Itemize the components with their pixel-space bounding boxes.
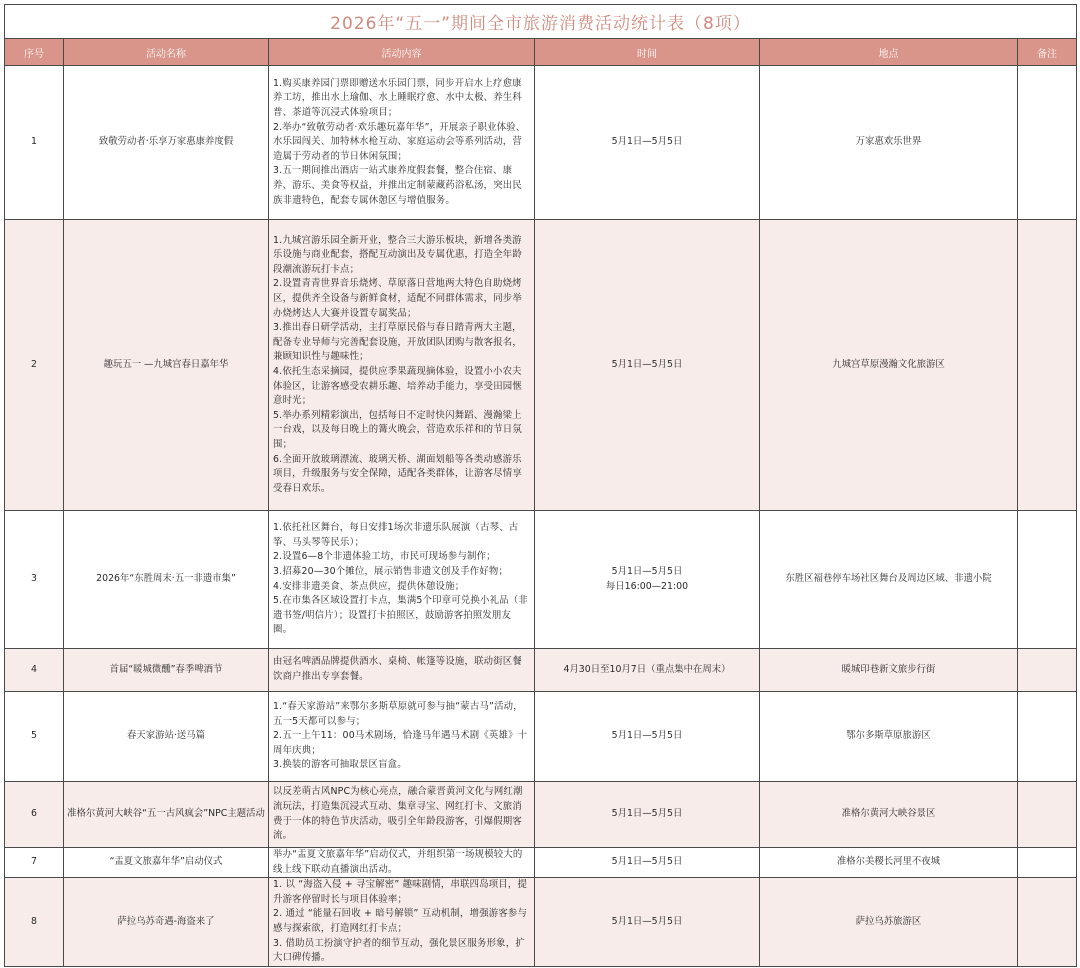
content-line: 2.举办“致敬劳动者·欢乐趣玩嘉年华”，开展亲子职业体验、水乐园闯关、加特林水枪互动、家庭运动会等系列活动，营造属于劳动者的节日休闲氛围； [273, 121, 526, 162]
content-line: 举办“盂夏文旅嘉年华”启动仪式，并组织第一场规模较大的线上线下联动直播演出活动。 [273, 849, 523, 875]
time-line: 5月1日—5月5日 [611, 915, 683, 927]
header-time: 时间 [535, 39, 760, 66]
content-line: 由冠名啤酒品牌提供酒水、桌椅、帐篷等设施，联动街区餐饮商户推出专享套餐。 [273, 656, 522, 682]
cell-remarks [1018, 649, 1077, 692]
cell-name: “盂夏文旅嘉年华”启动仪式 [64, 848, 269, 878]
cell-location: 暖城印巷新文旅步行街 [760, 649, 1018, 692]
table-row [5, 511, 1077, 649]
cell-content [269, 220, 535, 511]
cell-time [535, 692, 760, 782]
header-name: 活动名称 [64, 39, 269, 66]
cell-content [269, 511, 535, 649]
cell-time [535, 878, 760, 967]
cell-time [535, 66, 760, 220]
cell-content [269, 649, 535, 692]
header-content: 活动内容 [269, 39, 535, 66]
time-line: 5月1日—5月5日 [611, 730, 683, 742]
cell-index: 8 [5, 878, 64, 967]
cell-location: 萨拉乌苏旅游区 [760, 878, 1018, 967]
cell-location: 鄂尔多斯草原旅游区 [760, 692, 1018, 782]
table-row [5, 649, 1077, 692]
cell-content [269, 848, 535, 878]
time-line: 5月1日—5月5日 [611, 808, 683, 820]
time-line: 5月1日—5月5日 [611, 358, 683, 370]
table-row [5, 692, 1077, 782]
content-line: 5.举办系列精彩演出，包括每日不定时快闪舞蹈、漫瀚梁上一台戏，以及每日晚上的篝火晚会，营造欢乐祥和的节日氛围； [273, 409, 522, 450]
time-line: 5月1日—5月5日 [611, 856, 683, 868]
header-row [5, 39, 1077, 66]
cell-content [269, 782, 535, 848]
content-line: 5.在市集各区域设置打卡点，集满5个印章可兑换小礼品（非遗书签/明信片）；设置打卡拍照区，鼓励游客拍照发朋友圈。 [273, 595, 528, 636]
cell-remarks [1018, 692, 1077, 782]
content-line: 2.五一上午11：00马术剧场，恰逢马年遇马术剧《英雄》十周年庆典； [273, 730, 528, 756]
cell-index: 5 [5, 692, 64, 782]
table-row [5, 220, 1077, 511]
content-line: 3.推出春日研学活动，主打草原民俗与春日踏青两大主题，配备专业导师与完善配套设施，开放团队团购与散客报名，兼顾知识性与趣味性； [273, 322, 522, 363]
header-location: 地点 [760, 39, 1018, 66]
cell-location: 东胜区福巷停车场社区舞台及周边区域、非遗小院 [760, 511, 1018, 649]
time-line: 4月30日至10月7日（重点集中在周末） [563, 663, 731, 675]
activity-table-sheet [4, 4, 1076, 967]
content-line: 1.“春天家游站”来鄂尔多斯草原就可参与抽“蒙古马”活动，五一5天都可以参与； [273, 701, 523, 727]
header-remarks: 备注 [1018, 39, 1077, 66]
cell-index: 4 [5, 649, 64, 692]
cell-time [535, 649, 760, 692]
content-line: 3. 借助员工扮演守护者的细节互动，强化景区服务形象，扩大口碑传播。 [273, 937, 525, 964]
cell-index: 6 [5, 782, 64, 848]
cell-remarks [1018, 66, 1077, 220]
content-line: 2. 通过 “能量石回收 + 暗号解锁” 互动机制，增强游客参与感与探索欲，打造网红打卡点； [273, 908, 528, 934]
cell-time [535, 782, 760, 848]
content-line: 3.换装的游客可抽取景区盲盒。 [273, 759, 407, 771]
content-line: 1. 以 “海盗入侵 + 寻宝解密” 趣味剧情，串联四岛项目，提升游客停留时长与项目体验率； [273, 879, 528, 905]
cell-remarks [1018, 782, 1077, 848]
content-line: 6.全面开放玻璃漂流、玻璃天桥、湖面划船等各类动感游乐项目，升级服务与安全保障，适配各类群体，让游客尽情享受春日欢乐。 [273, 453, 522, 494]
content-line: 1.购买康养园门票即赠送水乐园门票，同步开启水上疗愈康养工坊，推出水上瑜伽、水上睡眠疗愈、水中太极、养生科普、茶道等沉浸式体验项目； [273, 77, 522, 119]
cell-remarks [1018, 220, 1077, 511]
cell-location: 万家惠欢乐世界 [760, 66, 1018, 220]
content-line: 3.五一期间推出酒店一站式康养度假套餐，整合住宿、康养、游乐、美食等权益，并推出定制蒙藏药浴私汤，突出民族非遗特色，配套专属休憩区与增值服务。 [273, 165, 522, 206]
cell-remarks [1018, 511, 1077, 649]
cell-name: 准格尔黄河大峡谷“五一古风疯会”NPC主题活动 [64, 782, 269, 848]
time-line: 每日16:00—21:00 [605, 580, 689, 592]
table-row [5, 878, 1077, 967]
cell-location: 准格尔黄河大峡谷景区 [760, 782, 1018, 848]
cell-name: 致敬劳动者·乐享万家惠康养度假 [64, 66, 269, 220]
cell-time [535, 220, 760, 511]
cell-index: 2 [5, 220, 64, 511]
content-line: 以反差萌古风NPC为核心亮点，融合蒙晋黄河文化与网红潮流玩法，打造集沉浸式互动、集章寻宝、网红打卡、文旅消费于一体的特色节庆活动，吸引全年龄段游客，引爆假期客流。 [273, 786, 523, 842]
table-title: 2026年“五一”期间全市旅游消费活动统计表（8项） [5, 5, 1077, 39]
cell-name: 春天家游站·送马篇 [64, 692, 269, 782]
cell-name: 首届“暖城微醺”春季啤酒节 [64, 649, 269, 692]
cell-location: 九城宫草原漫瀚文化旅游区 [760, 220, 1018, 511]
content-line: 4.依托生态采摘园，提供应季果蔬现摘体验，设置小小农夫体验区，让游客感受农耕乐趣、培养动手能力，享受田园惬意时光； [273, 366, 522, 407]
cell-name: 趣玩五一 —九城宫春日嘉年华 [64, 220, 269, 511]
header-index: 序号 [5, 39, 64, 66]
content-line: 3.招募20—30个摊位，展示销售非遗文创及手作好物； [273, 565, 509, 577]
table-row [5, 66, 1077, 220]
cell-time [535, 848, 760, 878]
cell-remarks [1018, 848, 1077, 878]
cell-index: 3 [5, 511, 64, 649]
activity-table [4, 4, 1077, 967]
content-line: 4.安排非遗美食、茶点供应，提供休憩设施； [273, 580, 465, 592]
time-line: 5月1日—5月5日 [611, 136, 683, 148]
cell-content [269, 878, 535, 967]
cell-index: 7 [5, 848, 64, 878]
content-line: 2.设置青青世界音乐烧烤、草原落日营地两大特色自助烧烤区，提供齐全设备与新鲜食材，适配不同群体需求，同步举办烧烤达人大赛并设置专属奖品； [273, 278, 522, 319]
cell-index: 1 [5, 66, 64, 220]
cell-remarks [1018, 878, 1077, 967]
time-line: 5月1日—5月5日 [611, 565, 683, 577]
cell-content [269, 66, 535, 220]
table-row [5, 848, 1077, 878]
cell-name: 2026年“东胜周末·五一非遗市集” [64, 511, 269, 649]
cell-location: 准格尔美稷长河里不夜城 [760, 848, 1018, 878]
cell-name: 萨拉乌苏奇遇-海盗来了 [64, 878, 269, 967]
cell-content [269, 692, 535, 782]
content-line: 2.设置6—8个非遗体验工坊，市民可现场参与制作； [273, 551, 496, 563]
content-line: 1.九城宫游乐园全新开业，整合三大游乐板块，新增各类游乐设施与商业配套，搭配互动演出及专属优惠，打造全年龄段潮流游玩打卡点； [273, 234, 522, 275]
table-row [5, 782, 1077, 848]
cell-time [535, 511, 760, 649]
content-line: 1.依托社区舞台，每日安排1场次非遗乐队展演（古琴、古筝、马头琴等民乐）； [273, 522, 519, 548]
